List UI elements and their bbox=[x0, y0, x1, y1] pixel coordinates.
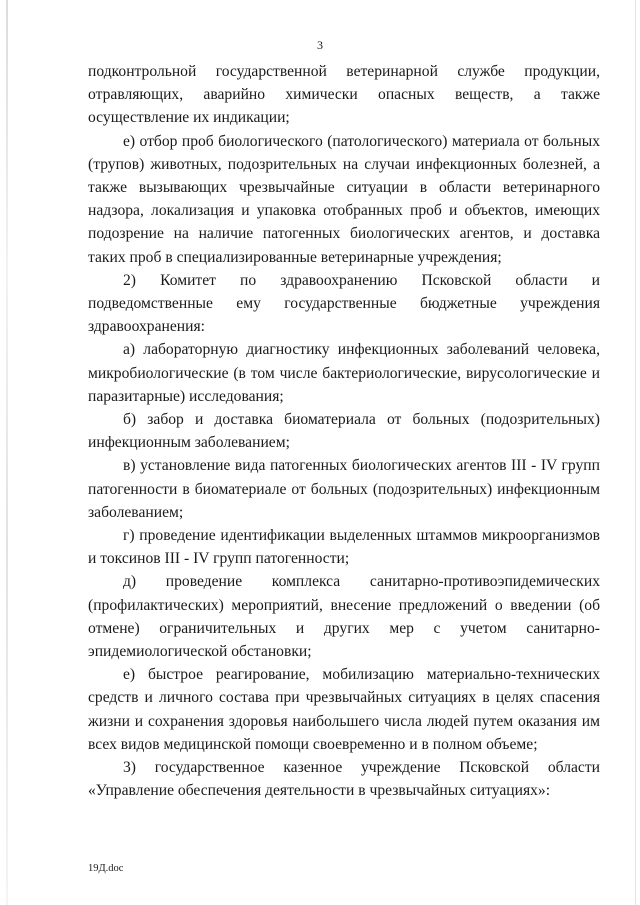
page-number: 3 bbox=[317, 38, 323, 52]
paragraph-section-3: 3) государственное казенное учреждение Псковской области «Управление обеспечения деятельности в чрезвычайных ситуациях»: bbox=[88, 759, 600, 800]
paragraph-item-a: а) лабораторную диагностику инфекционных заболеваний человека, микробиологические (в том числе бактериологические, вирусологические и паразитарные) исследования; bbox=[88, 341, 600, 405]
paragraph-item-b: б) забор и доставка биоматериала от больных (подозрительных) инфекционным заболеванием; bbox=[88, 411, 600, 452]
paragraph-continuation: подконтрольной государственной ветеринарной службе продукции, отравляющих, аварийно химически опасных веществ, а также осуществление их индикации; bbox=[88, 63, 600, 127]
paragraph-item-e-vet: е) отбор проб биологического (патологического) материала от больных (трупов) животных, подозрительных на случаи инфекционных болезней, а также вызывающих чрезвычайные ситуации в области ветеринарного надзора, локализация и упаковка отобранных проб и объектов, имеющих подозрение на наличие патогенных биологических агентов, и доставка таких проб в специализированные ветеринарные учреждения; bbox=[88, 132, 600, 266]
scan-edge-left bbox=[6, 0, 8, 905]
paragraph-item-e-med: е) быстрое реагирование, мобилизацию материально-технических средств и личного состава при чрезвычайных ситуациях в целях спасения жизни и сохранения здоровья наибольшего числа людей путем оказания им всех видов медицинской помощи своевременно и в полном объеме; bbox=[88, 666, 600, 753]
paragraph-item-g: г) проведение идентификации выделенных штаммов микроорганизмов и токсинов III - IV групп патогенности; bbox=[88, 527, 600, 568]
document-body bbox=[88, 60, 600, 803]
paragraph-item-d: д) проведение комплекса санитарно-противоэпидемических (профилактических) мероприятий, внесение предложений о введении (об отмене) ограничительных и других мер с учетом санитарно-эпидемиологической обстановки; bbox=[88, 573, 600, 661]
footer-filename: 19Д.doc bbox=[88, 863, 124, 874]
scan-edge-right bbox=[635, 0, 636, 905]
paragraph-item-v: в) установление вида патогенных биологических агентов III - IV групп патогенности в биоматериале от больных (подозрительных) инфекционным заболеванием; bbox=[88, 457, 600, 521]
paragraph-section-2: 2) Комитет по здравоохранению Псковской области и подведомственные ему государственные бюджетные учреждения здравоохранения: bbox=[88, 271, 600, 336]
